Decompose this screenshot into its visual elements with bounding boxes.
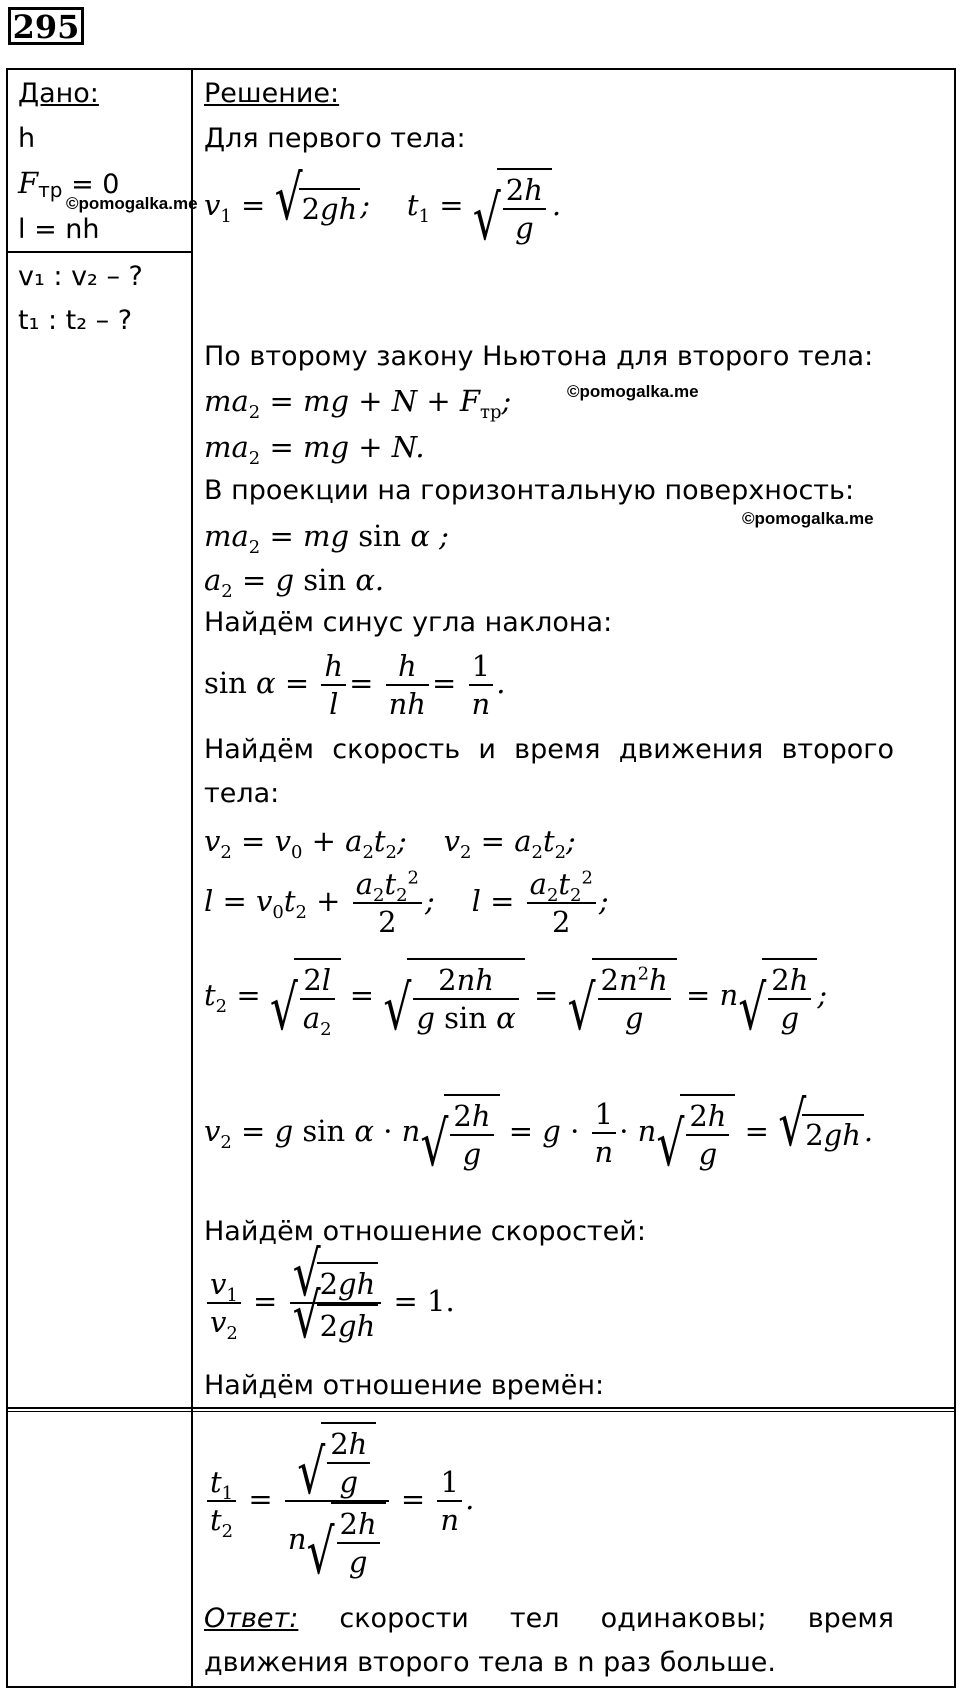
column-divider bbox=[191, 68, 193, 1688]
time-ratio-text: Найдём отношение времён: bbox=[204, 1370, 605, 1401]
newton-law-text: По второму закону Ньютона для второго тела: bbox=[204, 341, 874, 372]
first-body-text: Для первого тела: bbox=[204, 123, 466, 154]
table-border-right bbox=[954, 68, 956, 1688]
row-divider bbox=[6, 1407, 956, 1409]
table-border-top bbox=[6, 68, 956, 70]
projection-text: В проекции на горизонтальную поверхность: bbox=[204, 475, 855, 506]
table-border-bottom bbox=[6, 1686, 956, 1688]
equation-speed-ratio: $\frac{v_1}{v_2}$ = √ 2gh √ 2gh = 1. bbox=[204, 1262, 455, 1344]
equation-newton-2: $ma_2$ = mg + N. bbox=[204, 430, 425, 469]
row-divider-2 bbox=[6, 1411, 956, 1412]
watermark: ©pomogalka.me bbox=[742, 509, 874, 528]
equation-v1-t1: $v_1$ = √ 2gh ; $t_1$ = √ $\frac{2h}{g}$ . bbox=[204, 168, 561, 246]
given-friction: $F_{тр} = 0$ bbox=[18, 166, 120, 203]
watermark: ©pomogalka.me bbox=[66, 194, 198, 213]
given-header: Дано: bbox=[18, 78, 99, 109]
equation-sine: sin α = $\frac{h}{l}$ = $\frac{h}{nh}$ = $\frac{1}{n}$ . bbox=[204, 649, 506, 721]
equation-t2: $t_2$ = √ $\frac{2l}{a_2}$ = √ $\frac{2nh}{\text{g sin α}}$ = √ $\frac{2n^2h}{g}$ = n √ $\frac{2h}{g}$ ; bbox=[204, 958, 827, 1036]
answer-line bbox=[204, 1603, 894, 1635]
watermark: ©pomogalka.me bbox=[567, 382, 699, 401]
equation-projection-1: $ma_2$ = mg sin α ; bbox=[204, 519, 449, 558]
equation-newton-1: $ma_2$ = mg + $N + F_{тр}$; bbox=[204, 384, 512, 423]
answer-text-cont: движения второго тела в n раз больше. bbox=[204, 1647, 776, 1678]
equation-distance: $l = v_0t_2$ + $\frac{a_2t_2^2}{2}$ ; l = $\frac{a_2t_2^2}{2}$ ; bbox=[204, 867, 609, 939]
problem-number: 295 bbox=[8, 7, 84, 45]
answer-label: Ответ: bbox=[204, 1603, 299, 1634]
equation-projection-2: $a_2 = g$ sin α. bbox=[204, 563, 385, 602]
speed-time-text-cont: тела: bbox=[204, 778, 280, 809]
find-speed-ratio: v₁ : v₂ – ? bbox=[18, 261, 143, 292]
solution-header: Решение: bbox=[204, 78, 340, 109]
speed-ratio-text: Найдём отношение скоростей: bbox=[204, 1216, 646, 1247]
answer-text: скорости тел одинаковы; время bbox=[339, 1603, 894, 1634]
equation-v2-a: $v_2 = v_0 + a_2t_2$; $v_2 = a_2t_2$; bbox=[204, 824, 576, 863]
equation-time-ratio: $\frac{t_1}{t_2}$ = √ $\frac{2h}{g}$ n √ $\frac{2h}{g}$ = $\frac{1}{n}$ . bbox=[204, 1422, 474, 1580]
table-border-left bbox=[6, 68, 8, 1688]
given-h: h bbox=[18, 123, 36, 154]
given-l: l = nh bbox=[18, 214, 100, 245]
find-time-ratio: t₁ : t₂ – ? bbox=[18, 305, 133, 336]
sine-text: Найдём синус угла наклона: bbox=[204, 607, 613, 638]
equation-v2-b: $v_2 = g$ sin α · n √ $\frac{2h}{g}$ = g · $\frac{1}{n}$ · n √ $\frac{2h}{g}$ = √ 2gh . bbox=[204, 1094, 873, 1172]
speed-time-text: Найдём скорость и время движения второго bbox=[204, 734, 894, 765]
given-divider bbox=[6, 251, 192, 253]
